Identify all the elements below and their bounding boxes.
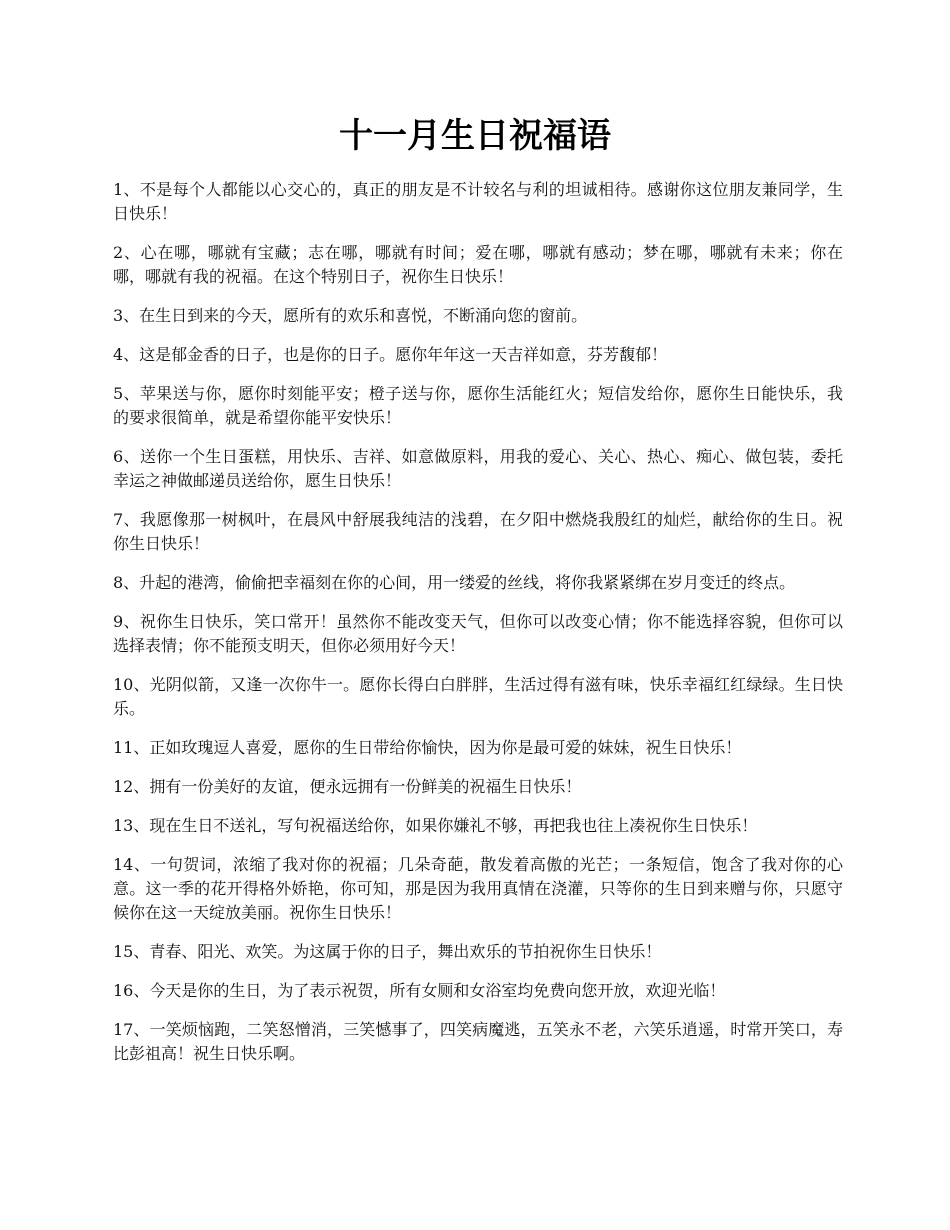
paragraph: 1、不是每个人都能以心交心的，真正的朋友是不计较名与利的坦诚相待。感谢你这位朋友兼同学，生日快乐！ [113,180,843,223]
paragraph: 3、在生日到来的今天，愿所有的欢乐和喜悦，不断涌向您的窗前。 [113,306,588,325]
paragraph: 10、光阴似箭，又逢一次你牛一。愿你长得白白胖胖，生活过得有滋有味，快乐幸福红红绿绿。生日快乐。 [113,675,843,718]
page-title: 十一月生日祝福语 [339,116,611,156]
paragraph: 2、心在哪，哪就有宝藏；志在哪，哪就有时间；爱在哪，哪就有感动；梦在哪，哪就有未来；你在哪，哪就有我的祝福。在这个特别日子，祝你生日快乐！ [113,243,843,286]
paragraph: 11、正如玫瑰逗人喜爱，愿你的生日带给你愉快，因为你是最可爱的妹妹，祝生日快乐！ [113,738,742,757]
document-body [113,178,843,1081]
paragraph: 7、我愿像那一树枫叶，在晨风中舒展我纯洁的浅碧，在夕阳中燃烧我殷红的灿烂，献给你的生日。祝你生日快乐！ [113,510,843,553]
paragraph: 12、拥有一份美好的友谊，便永远拥有一份鲜美的祝福生日快乐！ [113,777,582,796]
paragraph: 5、苹果送与你，愿你时刻能平安；橙子送与你，愿你生活能红火；短信发给你，愿你生日能快乐，我的要求很简单，就是希望你能平安快乐！ [113,384,843,427]
paragraph: 4、这是郁金香的日子，也是你的日子。愿你年年这一天吉祥如意，芬芳馥郁！ [113,345,668,364]
paragraph: 9、祝你生日快乐，笑口常开！虽然你不能改变天气，但你可以改变心情；你不能选择容貌，但你可以选择表情；你不能预支明天，但你必须用好今天！ [113,612,843,655]
paragraph: 17、一笑烦恼跑，二笑怒憎消，三笑憾事了，四笑病魔逃，五笑永不老，六笑乐逍遥，时常开笑口，寿比彭祖高！祝生日快乐啊。 [113,1020,843,1063]
paragraph: 16、今天是你的生日，为了表示祝贺，所有女厕和女浴室均免费向您开放，欢迎光临！ [113,981,726,1000]
paragraph: 13、现在生日不送礼，写句祝福送给你，如果你嫌礼不够，再把我也往上凑祝你生日快乐！ [113,816,758,835]
paragraph: 15、青春、阳光、欢笑。为这属于你的日子，舞出欢乐的节拍祝你生日快乐！ [113,942,662,961]
paragraph: 8、升起的港湾，偷偷把幸福刻在你的心间，用一缕爱的丝线，将你我紧紧绑在岁月变迁的终点。 [113,573,796,592]
paragraph: 6、送你一个生日蛋糕，用快乐、吉祥、如意做原料，用我的爱心、关心、热心、痴心、做包装，委托幸运之神做邮递员送给你，愿生日快乐！ [113,447,843,490]
paragraph: 14、一句贺词，浓缩了我对你的祝福；几朵奇葩，散发着高傲的光芒；一条短信，饱含了我对你的心意。这一季的花开得格外娇艳，你可知，那是因为我用真情在浇灌，只等你的生日到来赠与你，只愿守候你在这一天绽放美丽。祝你生日快乐！ [113,855,843,922]
